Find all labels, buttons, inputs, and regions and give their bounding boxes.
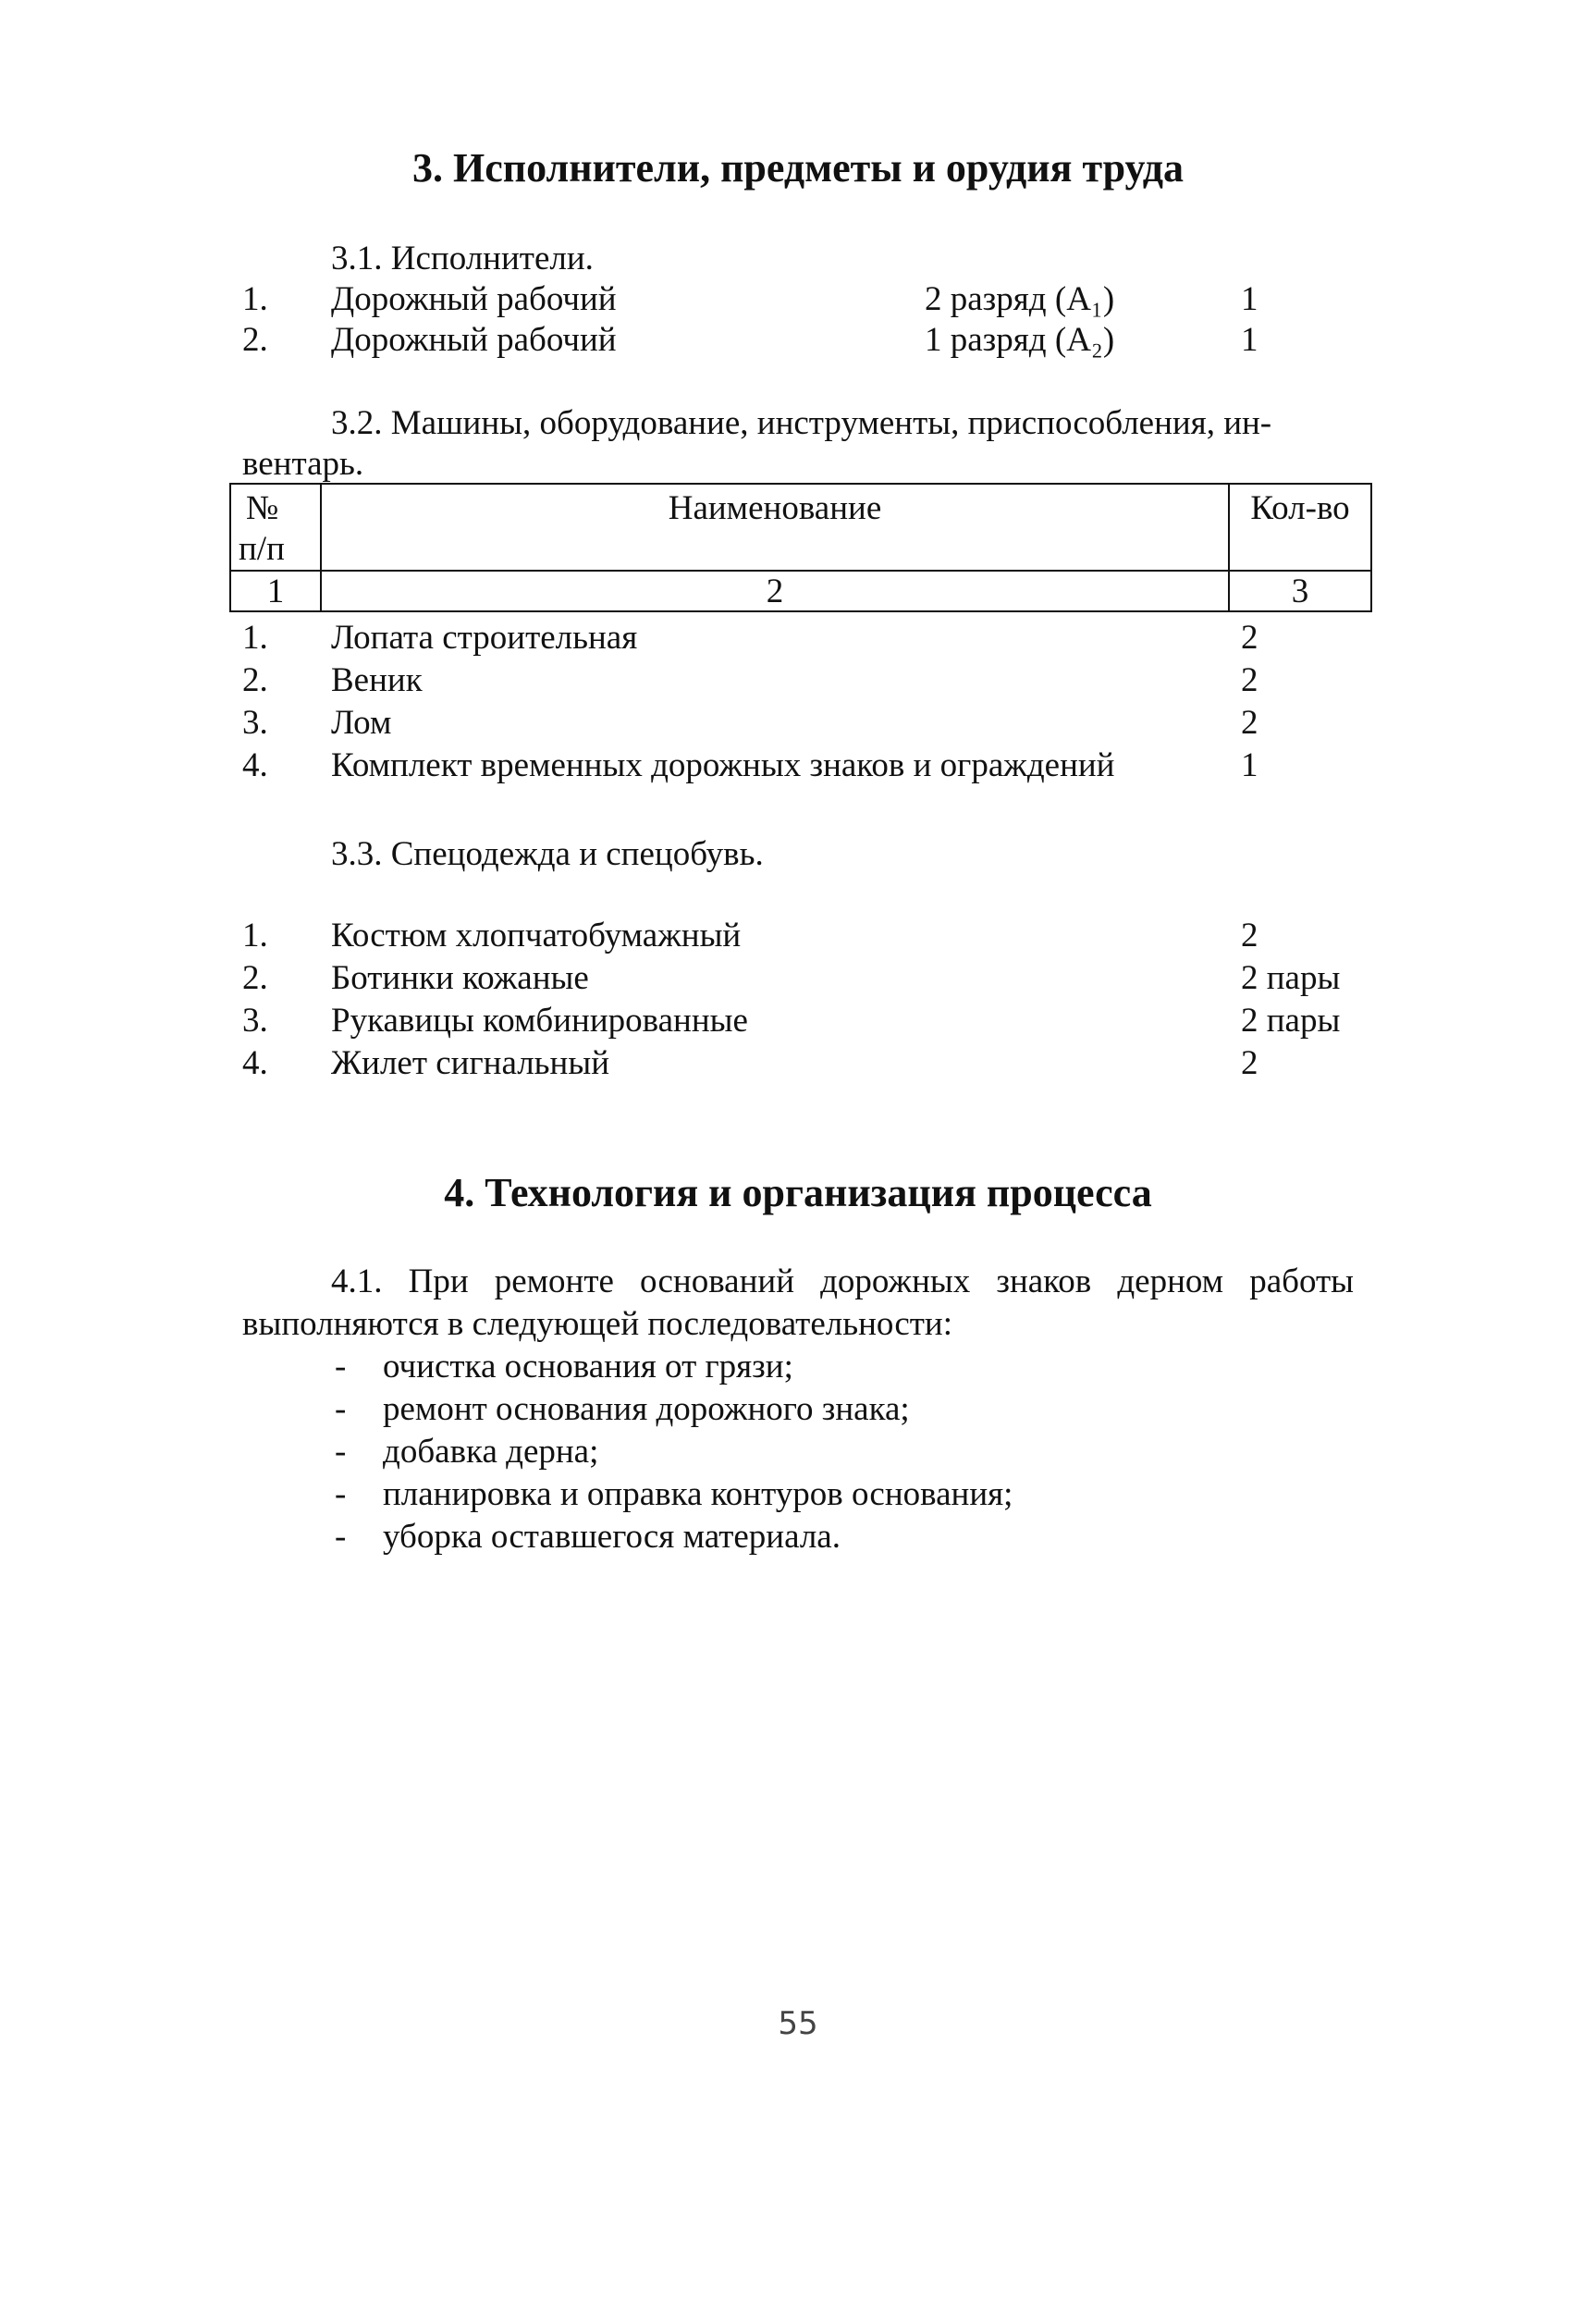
item-number: 1.: [242, 619, 268, 657]
item-qty: 2: [1241, 1044, 1258, 1082]
item-qty: 1: [1241, 746, 1258, 784]
performer-name: Дорожный рабочий: [331, 321, 617, 359]
item-qty: 2: [1241, 661, 1258, 699]
machines-heading-line2: вентарь.: [242, 445, 364, 483]
item-number: 3.: [242, 704, 268, 742]
bullet-marker: -: [335, 1390, 347, 1428]
machines-table-header: [229, 483, 1372, 612]
item-name: Лопата строительная: [331, 619, 638, 657]
performers-heading: 3.1. Исполнители.: [331, 240, 594, 277]
page-number: 55: [778, 2005, 818, 2042]
col-number-header: №: [246, 489, 279, 527]
item-number: 2.: [242, 661, 268, 699]
step-text: очистка основания от грязи;: [383, 1348, 793, 1385]
item-name: Костюм хлопчатобумажный: [331, 917, 742, 954]
performer-number: 1.: [242, 280, 268, 318]
col-name-header: Наименование: [668, 489, 882, 527]
bullet-marker: -: [335, 1348, 347, 1385]
col-qty-header: Кол-во: [1250, 489, 1350, 527]
section-4-title: 4. Технология и организация процесса: [444, 1170, 1152, 1215]
col-index-2: 2: [766, 573, 784, 610]
step-text: добавка дерна;: [383, 1433, 599, 1471]
section-3-title: 3. Исполнители, предметы и орудия труда: [411, 145, 1184, 191]
performer-name: Дорожный рабочий: [331, 280, 617, 318]
step-text: уборка оставшегося материала.: [383, 1518, 841, 1556]
performer-number: 2.: [242, 321, 268, 359]
step-text: ремонт основания дорожного знака;: [383, 1390, 910, 1428]
item-name: Жилет сигнальный: [331, 1044, 610, 1082]
bullet-marker: -: [335, 1518, 347, 1556]
paragraph-line-2: выполняются в следующей последовательности:: [242, 1305, 953, 1343]
item-number: 4.: [242, 1044, 268, 1082]
bullet-marker: -: [335, 1433, 347, 1471]
machines-heading-line1: 3.2. Машины, оборудование, инструменты, приспособления, ин-: [331, 404, 1272, 442]
clothing-heading: 3.3. Спецодежда и спецобувь.: [331, 835, 764, 873]
item-qty: 2: [1241, 619, 1258, 657]
col-index-3: 3: [1291, 573, 1309, 610]
performer-qty: 1: [1241, 321, 1258, 359]
paragraph-line-1: 4.1. При ремонте оснований дорожных знаков дерном работы: [331, 1262, 1354, 1300]
performer-rank: 2 разряд (А₁): [925, 280, 1115, 318]
col-number-header-sub: п/п: [239, 530, 285, 568]
item-number: 3.: [242, 1002, 268, 1040]
performer-rank: 1 разряд (А₂): [925, 321, 1115, 359]
performer-qty: 1: [1241, 280, 1258, 318]
item-name: Лом: [331, 704, 392, 742]
item-number: 1.: [242, 917, 268, 954]
item-name: Веник: [331, 661, 423, 699]
item-number: 2.: [242, 959, 268, 997]
item-name: Рукавицы комбинированные: [331, 1002, 748, 1040]
item-number: 4.: [242, 746, 268, 784]
item-qty: 2: [1241, 704, 1258, 742]
bullet-marker: -: [335, 1475, 347, 1513]
item-qty: 2 пары: [1241, 959, 1341, 997]
item-qty: 2: [1241, 917, 1258, 954]
item-name: Комплект временных дорожных знаков и ограждений: [331, 746, 1115, 784]
item-qty: 2 пары: [1241, 1002, 1341, 1040]
col-index-1: 1: [266, 573, 285, 610]
step-text: планировка и оправка контуров основания;: [383, 1475, 1013, 1513]
item-name: Ботинки кожаные: [331, 959, 589, 997]
